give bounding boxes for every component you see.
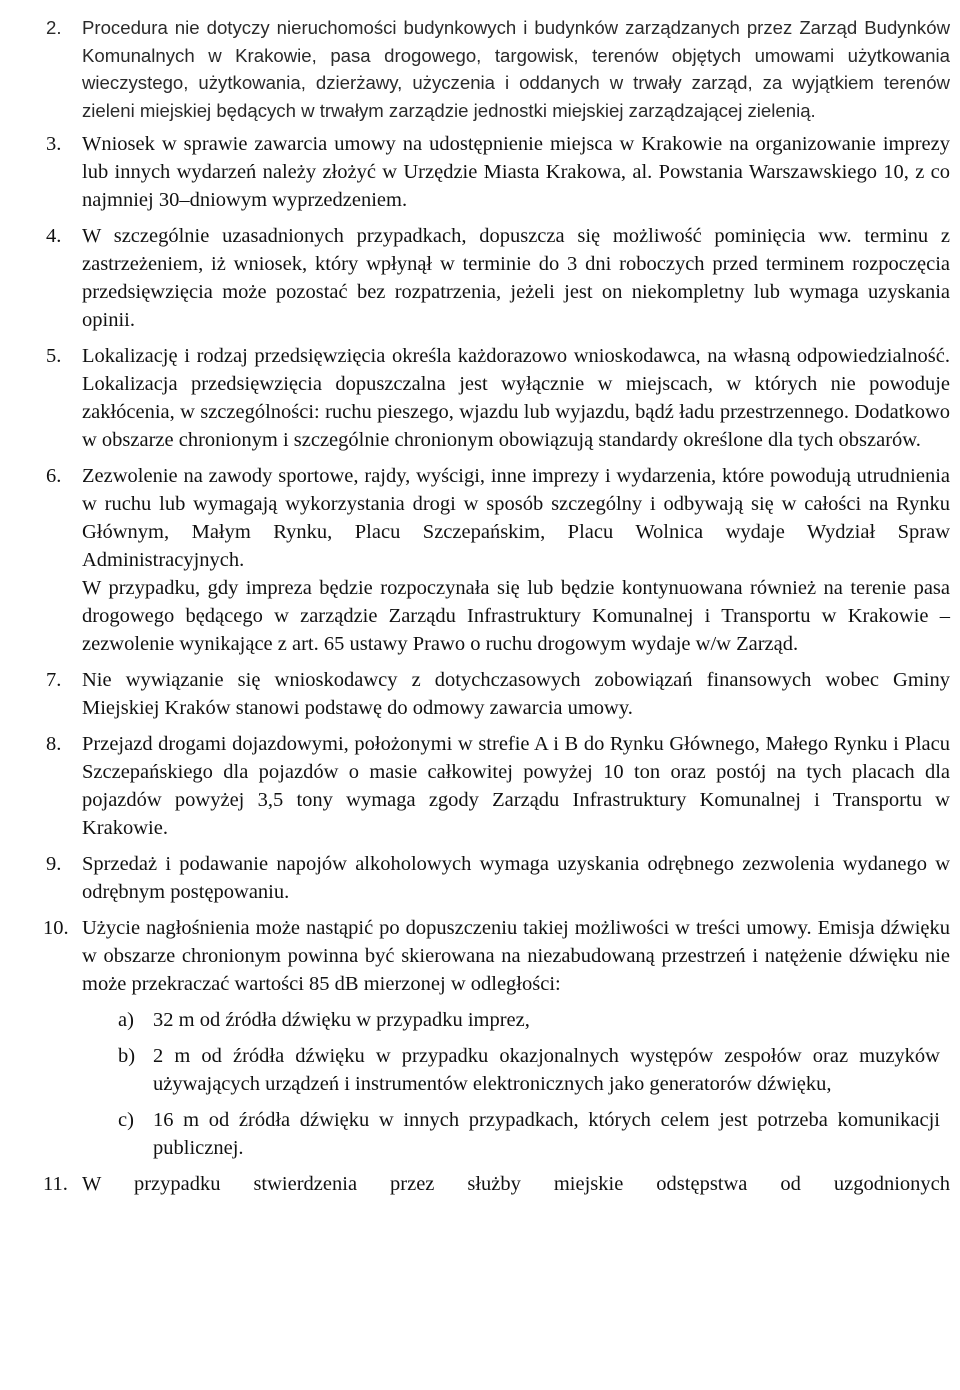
sub-item-letter: b) <box>118 1045 136 1067</box>
sub-item-a <box>0 1006 950 1034</box>
item-number: 11. <box>43 1173 68 1195</box>
item-text-continued: W przypadku, gdy impreza będzie rozpoczynała się lub będzie kontynuowana również na terenie pasa drogowego będącego w zarządzie Zarządu Infrastruktury Komunalnej i Transportu w Krakowie – zezwolenie wynikające z art. 65 ustawy Prawo o ruchu drogowym wydaje w/w Zarząd. <box>82 577 950 655</box>
sub-item-letter: c) <box>118 1109 134 1131</box>
item-text: Przejazd drogami dojazdowymi, położonymi w strefie A i B do Rynku Głównego, Małego Rynku i Placu Szczepańskiego dla pojazdów o masie całkowitej powyżej 10 ton oraz postój na tych placach dla pojazdów powyżej 3,5 tony wymaga zgody Zarządu Infrastruktury Komunalnej i Transportu w Krakowie. <box>82 733 950 839</box>
item-number: 8. <box>46 733 62 755</box>
item-text: Użycie nagłośnienia może nastąpić po dopuszczeniu takiej możliwości w treści umowy. Emisja dźwięku w obszarze chronionym powinna być skierowana na niezabudowaną przestrzeń i natężenie dźwięku nie może przekraczać wartości 85 dB mierzonej w odległości: <box>82 917 950 995</box>
item-number: 7. <box>46 669 62 691</box>
item-text: Wniosek w sprawie zawarcia umowy na udostępnienie miejsca w Krakowie na organizowanie imprezy lub innych wydarzeń należy złożyć w Urzędzie Miasta Krakowa, al. Powstania Warszawskiego 10, z co najmniej 30–dniowym wyprzedzeniem. <box>82 133 950 211</box>
item-text: Lokalizację i rodzaj przedsięwzięcia określa każdorazowo wnioskodawca, na własną odpowiedzialność. Lokalizacja przedsięwzięcia dopuszczalna jest wyłącznie w miejscach, w których nie powoduje zakłócenia, w szczególności: ruchu pieszego, wjazdu lub wyjazdu, bądź ładu przestrzennego. Dodatkowo w obszarze chronionym i szczególnie chronionym obowiązują standardy określone dla tych obszarów. <box>82 345 950 451</box>
list-item-10 <box>0 914 960 1162</box>
list-item-5 <box>0 342 960 454</box>
item-text: Sprzedaż i podawanie napojów alkoholowych wymaga uzyskania odrębnego zezwolenia wydanego w odrębnym postępowaniu. <box>82 853 950 903</box>
item-text: Nie wywiązanie się wnioskodawcy z dotychczasowych zobowiązań finansowych wobec Gminy Miejskiej Kraków stanowi podstawę do odmowy zawarcia umowy. <box>82 669 950 719</box>
sub-item-c <box>0 1106 950 1162</box>
sub-item-text: 32 m od źródła dźwięku w przypadku imprez, <box>153 1009 530 1031</box>
list-item-3 <box>0 130 960 214</box>
item-number: 6. <box>46 465 62 487</box>
sub-item-text: 2 m od źródła dźwięku w przypadku okazjonalnych występów zespołów oraz muzyków używających urządzeń i instrumentów elektronicznych jako generatorów dźwięku, <box>153 1045 940 1095</box>
sub-item-b <box>0 1042 950 1098</box>
item-text: W szczególnie uzasadnionych przypadkach, dopuszcza się możliwość pominięcia ww. terminu z zastrzeżeniem, iż wniosek, który wpłynął w terminie do 3 dni roboczych przed terminem rozpoczęcia przedsięwzięcia może pozostać bez rozpatrzenia, jeżeli jest on niekompletny lub wymaga uzyskania opinii. <box>82 225 950 331</box>
document-page <box>0 14 960 1206</box>
item-number: 2. <box>46 17 62 38</box>
item-number: 3. <box>46 133 62 155</box>
list-item-11 <box>0 1170 960 1198</box>
sub-item-letter: a) <box>118 1009 134 1031</box>
list-item-7 <box>0 666 960 722</box>
list-item-6 <box>0 462 960 658</box>
item-number: 4. <box>46 225 62 247</box>
list-item-2 <box>0 14 960 124</box>
item-number: 10. <box>43 917 69 939</box>
list-item-8 <box>0 730 960 842</box>
list-item-9 <box>0 850 960 906</box>
sub-item-text: 16 m od źródła dźwięku w innych przypadkach, których celem jest potrzeba komunikacji publicznej. <box>153 1109 940 1159</box>
item-text: Procedura nie dotyczy nieruchomości budynkowych i budynków zarządzanych przez Zarząd Budynków Komunalnych w Krakowie, pasa drogowego, targowisk, terenów objętych umowami użytkowania wieczystego, użytkowania, dzierżawy, użyczenia i oddanych w trwały zarząd, za wyjątkiem terenów zieleni miejskiej będących w trwałym zarządzie jednostki miejskiej zarządzającej zielenią. <box>82 17 950 121</box>
list-item-4 <box>0 222 960 334</box>
item-text: W przypadku stwierdzenia przez służby miejskie odstępstwa od uzgodnionych <box>82 1173 950 1195</box>
item-text: Zezwolenie na zawody sportowe, rajdy, wyścigi, inne imprezy i wydarzenia, które powodują utrudnienia w ruchu lub wymagają wykorzystania drogi w sposób szczególny i odbywają się w całości na Rynku Głównym, Małym Rynku, Placu Szczepańskim, Placu Wolnica wydaje Wydział Spraw Administracyjnych. <box>82 465 950 571</box>
item-number: 5. <box>46 345 62 367</box>
item-number: 9. <box>46 853 62 875</box>
